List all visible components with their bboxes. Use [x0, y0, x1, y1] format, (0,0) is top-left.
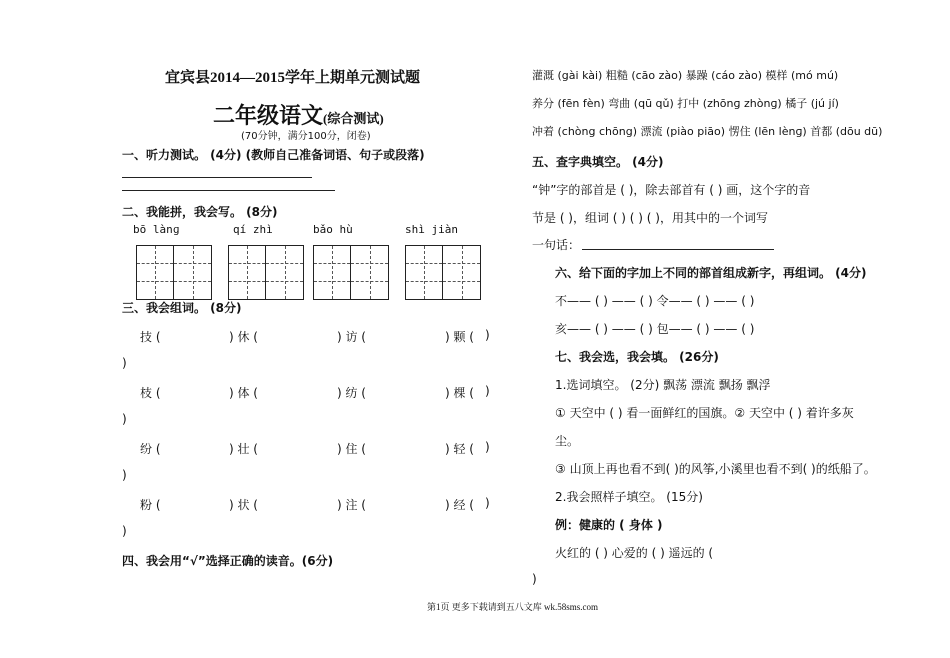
close-paren: ) [122, 356, 127, 370]
close-paren: ) [122, 468, 127, 482]
reading-row-2[interactable]: 养分 (fēn fèn) 弯曲 (qū qǔ) 打中 (zhōnɡ zhònɡ) 橘子 (jú jí) [532, 97, 839, 110]
word-item[interactable]: 技 ( [140, 330, 161, 344]
close-paren: ) [122, 524, 127, 538]
subject-note: (综合测试) [323, 111, 384, 126]
word-item[interactable]: ) 壮 ( [229, 442, 258, 456]
close-paren: ) [122, 412, 127, 426]
fill-words-label: 1.选词填空。 (2分) 飘荡 漂流 飘扬 飘浮 [555, 378, 771, 392]
writing-grid-1[interactable] [136, 245, 212, 300]
pattern-label: 2.我会照样子填空。 (15分) [555, 490, 703, 504]
reading-row-1[interactable]: 灌溉 (gài kài) 粗糙 (cāo zào) 暴躁 (cáo zào) 模样 (mó mú) [532, 69, 839, 82]
sentence-answer-line[interactable] [582, 249, 774, 250]
word-item[interactable]: 粉 ( [140, 498, 161, 512]
fill-line-3[interactable]: ③ 山顶上再也看不到( )的风筝,小溪里也看不到( )的纸船了。 [555, 462, 876, 476]
pinyin-3: bǎo hù [313, 223, 353, 236]
word-item[interactable]: ) 颗 ( [445, 330, 474, 344]
writing-grid-2[interactable] [228, 245, 304, 300]
section6-title: 六、给下面的字加上不同的部首组成新字，再组词。 (4分) [555, 266, 867, 280]
pinyin-2: qí zhì [233, 223, 273, 236]
word-item[interactable]: ) 纺 ( [337, 386, 366, 400]
answer-line[interactable] [122, 190, 335, 191]
section7-title: 七、我会选，我会填。 (26分) [555, 350, 719, 364]
word-item[interactable]: 枝 ( [140, 386, 161, 400]
writing-grid-4[interactable] [405, 245, 481, 300]
word-item[interactable]: ) 注 ( [337, 498, 366, 512]
word-item[interactable]: ) 住 ( [337, 442, 366, 456]
fill-line-1[interactable]: ① 天空中 ( ) 看一面鲜红的国旗。② 天空中 ( ) 着许多灰 [555, 406, 854, 420]
exam-title: 宜宾县2014—2015学年上期单元测试题 [165, 70, 421, 86]
pinyin-4: shì jiàn [405, 223, 458, 236]
word-item[interactable]: ) 状 ( [229, 498, 258, 512]
writing-grid-3[interactable] [313, 245, 389, 300]
section1-title: 一、听力测试。 (4分) (教师自己准备词语、句子或段落) [122, 148, 425, 162]
answer-line[interactable] [122, 177, 312, 178]
fill-line-2: 尘。 [555, 434, 580, 448]
footer-text: 第1页 更多下载请到五八文库 wk.58sms.com [427, 602, 599, 612]
pattern-example: 例：健康的 ( 身体 ) [555, 518, 663, 532]
reading-row-3[interactable]: 冲着 (chòng chōng) 漂流 (piào piāo) 愣住 (lēn lènɡ) 首都 (dōu dū) [532, 125, 883, 138]
subject-heading [213, 99, 384, 130]
close-paren: ) [485, 440, 490, 454]
section3-title: 三、我会组词。 (8分) [122, 301, 242, 315]
word-item[interactable]: 纷 ( [140, 442, 161, 456]
section5-title: 五、查字典填空。 (4分) [532, 155, 664, 169]
word-item[interactable]: ) 访 ( [337, 330, 366, 344]
word-item[interactable]: ) 经 ( [445, 498, 474, 512]
dict-line-1[interactable]: “钟”字的部首是 ( )，除去部首有 ( ) 画，这个字的音 [532, 183, 811, 197]
dict-line-3: 一句话： [532, 238, 581, 252]
close-paren: ) [485, 384, 490, 398]
pinyin-1: bō lànɡ [133, 223, 180, 236]
word-item[interactable]: ) 休 ( [229, 330, 258, 344]
word-item[interactable]: ) 轻 ( [445, 442, 474, 456]
section4-title: 四、我会用“√”选择正确的读音。(6分) [122, 554, 334, 568]
close-paren: ) [485, 496, 490, 510]
section2-title: 二、我能拼，我会写。 (8分) [122, 205, 278, 219]
exam-meta: (70分钟，满分100分，闭卷) [241, 131, 371, 142]
word-item[interactable]: ) 体 ( [229, 386, 258, 400]
pattern-line-1[interactable]: 火红的 ( ) 心爱的 ( ) 遥远的 ( [555, 546, 714, 560]
word-item[interactable]: ) 棵 ( [445, 386, 474, 400]
radical-row-1[interactable]: 不—— ( ) —— ( ) 令—— ( ) —— ( ) [555, 294, 755, 308]
radical-row-2[interactable]: 亥—— ( ) —— ( ) 包—— ( ) —— ( ) [555, 322, 755, 336]
subject-title: 二年级语文 [213, 103, 324, 128]
dict-line-2[interactable]: 节是 ( )，组词 ( ) ( ) ( )，用其中的一个词写 [532, 211, 768, 225]
pattern-line-2: ) [532, 572, 537, 586]
close-paren: ) [485, 328, 490, 342]
